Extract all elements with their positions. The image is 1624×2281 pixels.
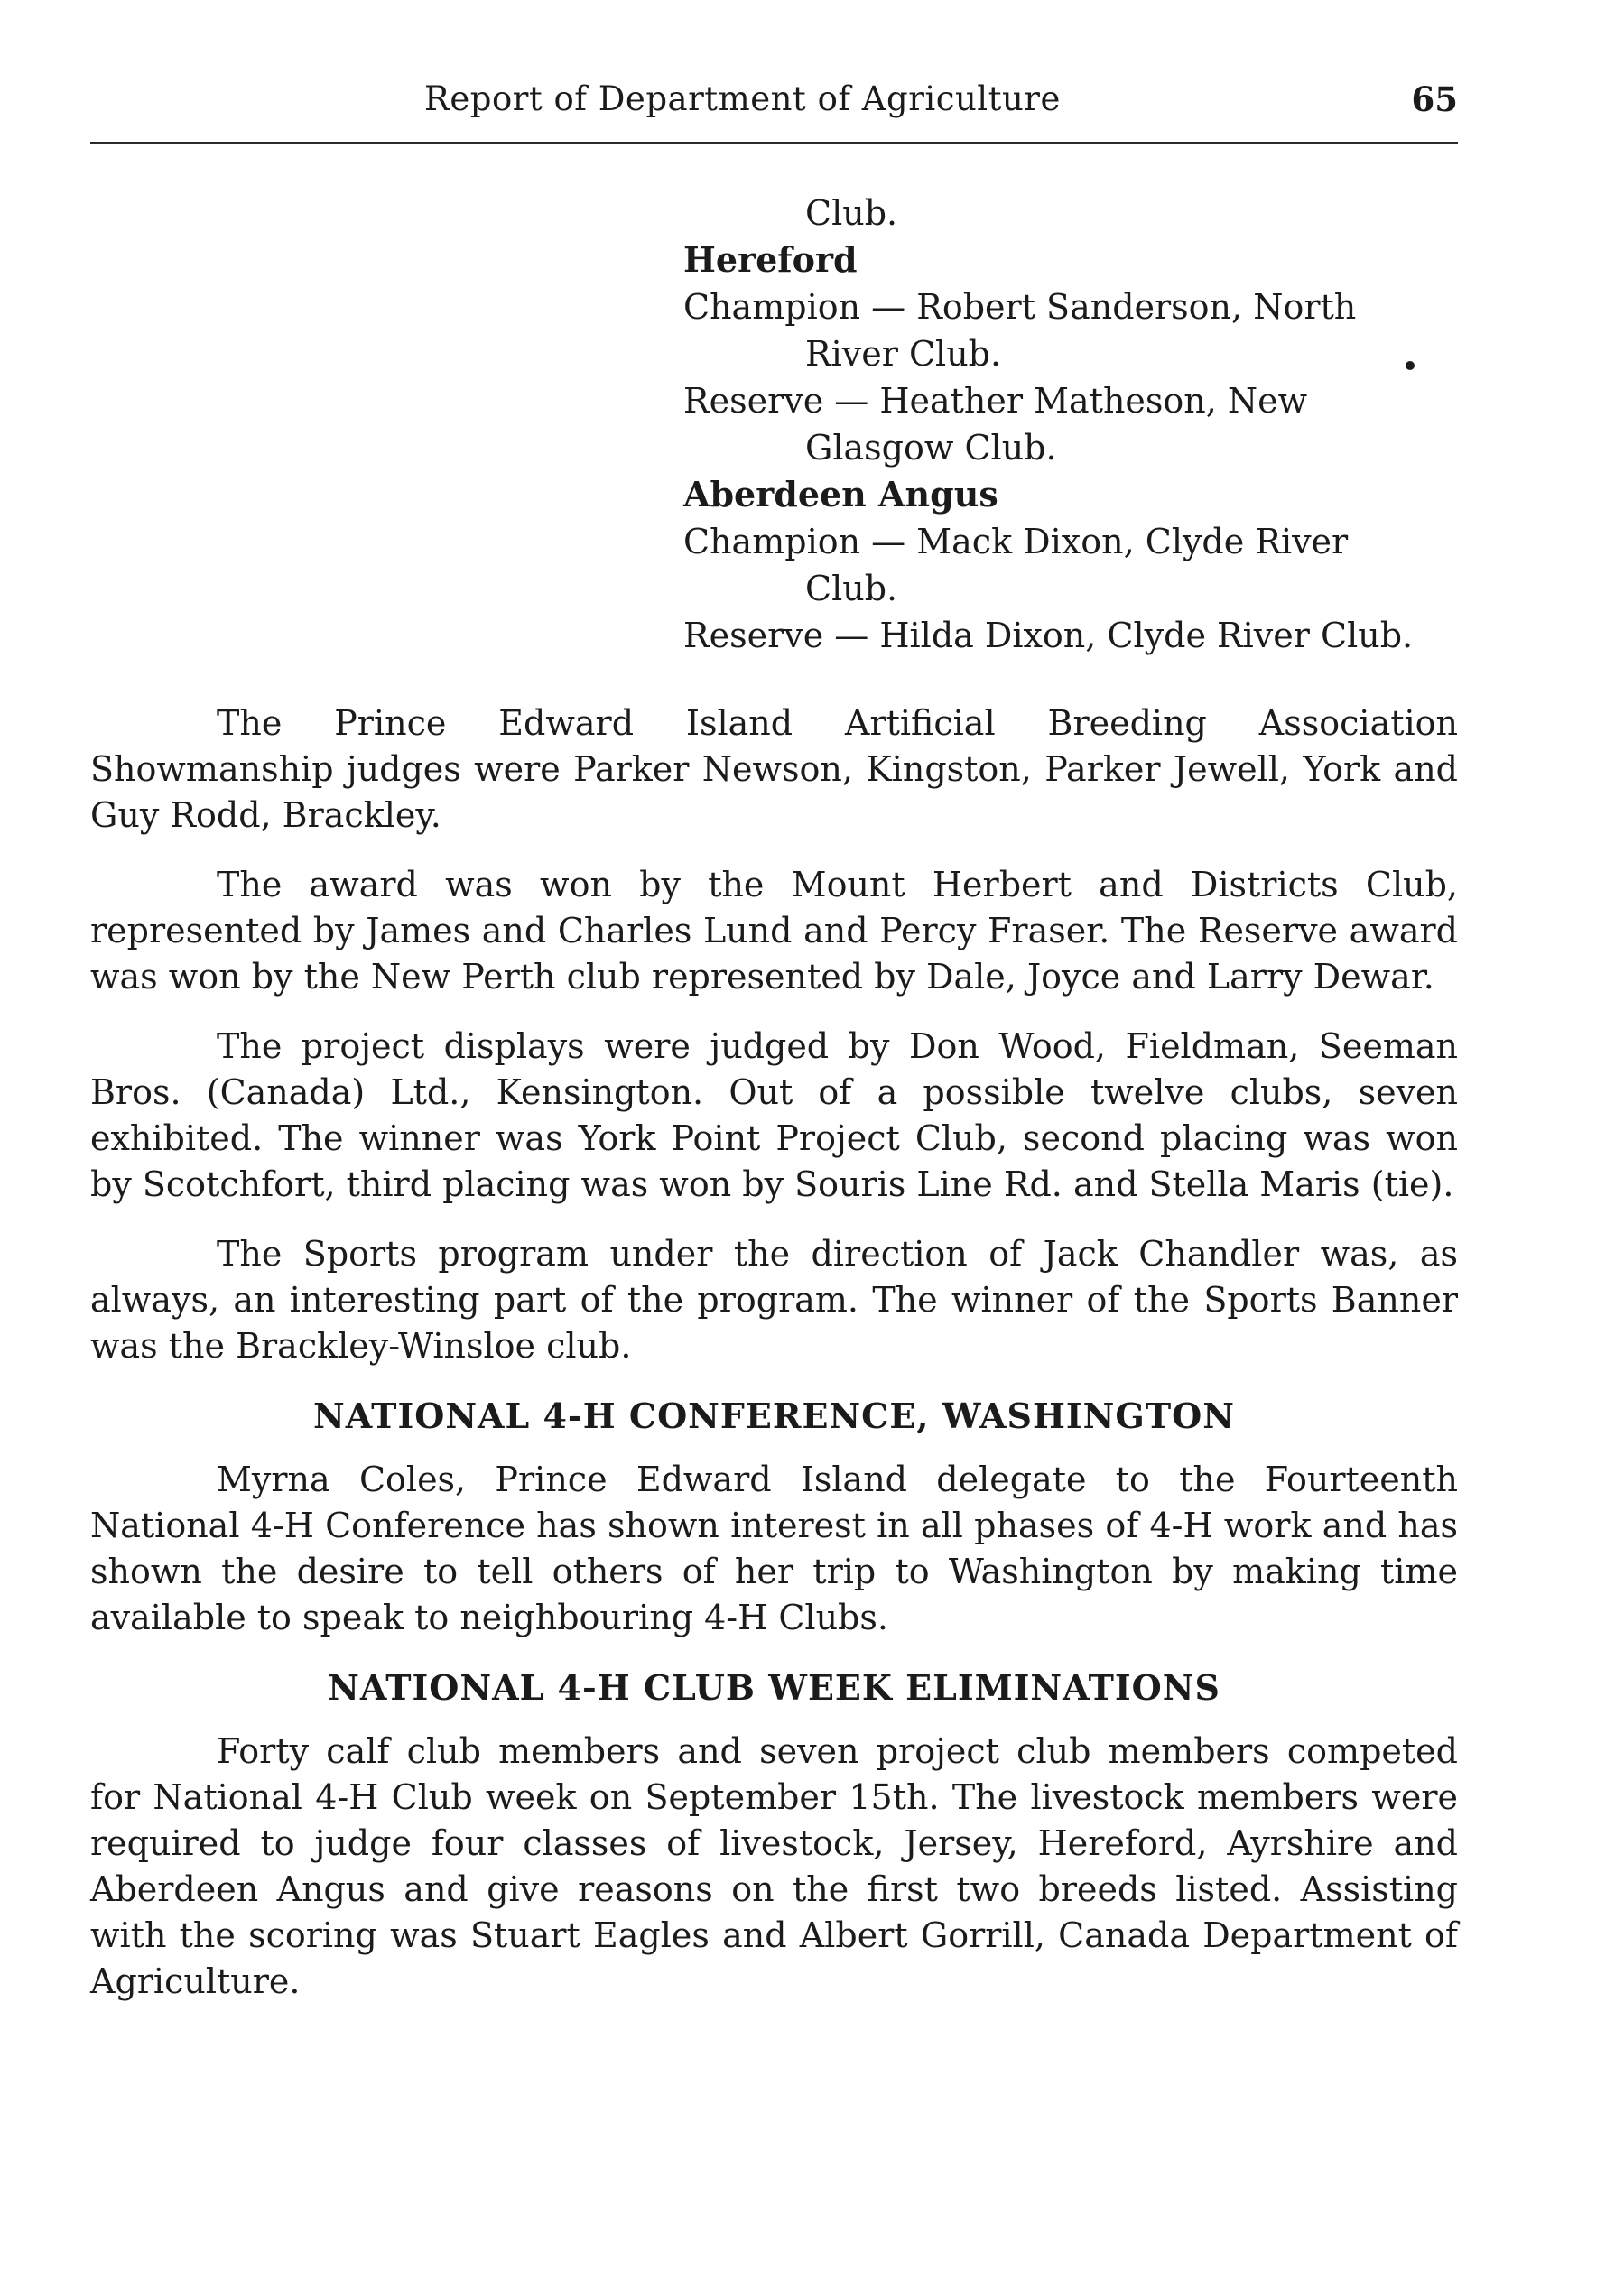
header-rule [90,142,1458,144]
paragraph: Myrna Coles, Prince Edward Island delegate to the Fourteenth National 4-H Conference has shown interest in all phases of 4-H work and has shown the desire to tell others of her trip to Washington by making time available to speak to neighbouring 4-H Clubs. [90,1460,1458,1637]
award-line: Glasgow Club. [805,428,1057,468]
section-heading-club-week: NATIONAL 4-H CLUB WEEK ELIMINATIONS [328,1667,1220,1708]
award-line: Reserve — Hilda Dixon, Clyde River Club. [683,616,1414,655]
breed-heading-hereford: Hereford [683,239,858,280]
award-line: Champion — Mack Dixon, Clyde River [683,522,1349,561]
breed-heading-aberdeen-angus: Aberdeen Angus [683,474,998,515]
paragraph: Forty calf club members and seven project club members competed for National 4-H Club week on September 15th. The livestock members were required to judge four classes of livestock, Jersey, Hereford, Ayrshire and Aberdeen Angus and give reasons on the first two breeds listed. Assisting with the scoring was Stuart Eagles and Albert Gorrill, Canada Department of Agriculture. [90,1731,1458,2001]
section-heading-conference: NATIONAL 4-H CONFERENCE, WASHINGTON [313,1395,1235,1436]
awards-list [683,190,1460,659]
body-text [90,700,1458,2028]
stray-mark [1406,361,1415,370]
paragraph: The project displays were judged by Don Wood, Fieldman, Seeman Bros. (Canada) Ltd., Kensington. Out of a possible twelve clubs, seven exhibited. The winner was York Point Project Club, second placing was won by Scotchfort, third placing was won by Souris Line Rd. and Stella Maris (tie). [90,1026,1458,1204]
award-line: Club. [805,569,898,608]
running-header [90,79,1458,134]
paragraph: The award was won by the Mount Herbert and Districts Club, represented by James and Charles Lund and Percy Fraser. The Reserve award was won by the New Perth club represented by Dale, Joyce and Larry Dewar. [90,865,1458,997]
award-line: River Club. [805,334,1002,374]
continued-line: Club. [805,193,898,233]
paragraph: The Sports program under the direction of Jack Chandler was, as always, an interesting part of the program. The winner of the Sports Banner was the Brackley-Winsloe club. [90,1234,1458,1366]
page-number: 65 [1411,79,1458,119]
award-line: Reserve — Heather Matheson, New [683,381,1308,421]
award-line: Champion — Robert Sanderson, North [683,287,1357,327]
header-title: Report of Department of Agriculture [424,79,1061,118]
paragraph: The Prince Edward Island Artificial Breeding Association Showmanship judges were Parker Newson, Kingston, Parker Jewell, York and Guy Rodd, Brackley. [90,703,1458,835]
